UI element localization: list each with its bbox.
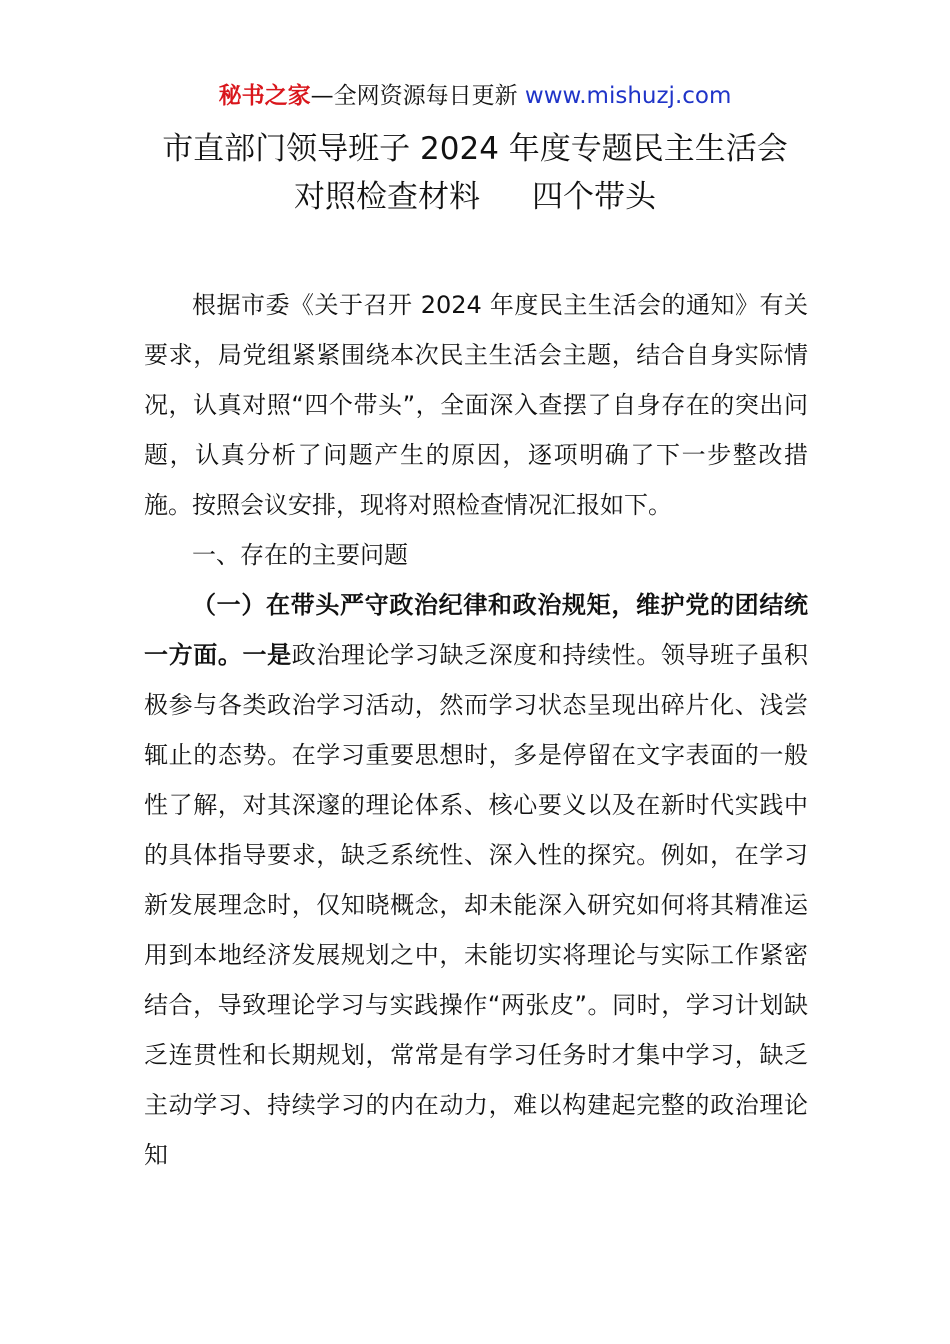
title-part2: 四个带头 bbox=[532, 179, 656, 215]
item-paragraph bbox=[144, 580, 808, 1180]
document-body bbox=[144, 280, 808, 1180]
document-title-line1: 市直部门领导班子 2024 年度专题民主生活会 bbox=[162, 131, 788, 167]
item-heading: （一）在带头严守政治纪律和政治规矩，维护党的团结统一方面。 bbox=[144, 591, 808, 669]
site-header bbox=[0, 80, 950, 112]
site-link[interactable]: www.mishuzj.com bbox=[524, 83, 732, 109]
section-heading: 一、存在的主要问题 bbox=[192, 541, 408, 569]
header-tagline: —全网资源每日更新 bbox=[310, 83, 518, 109]
item-lead: 一是 bbox=[242, 641, 292, 669]
brand-name: 秘书之家 bbox=[218, 83, 311, 109]
document-title-line2 bbox=[0, 177, 950, 217]
intro-paragraph: 根据市委《关于召开 2024 年度民主生活会的通知》有关要求，局党组紧紧围绕本次民主生活会主题，结合自身实际情况，认真对照“四个带头”，全面深入查摆了自身存在的突出问题，认真分析了问题产生的原因，逐项明确了下一步整改措施。按照会议安排，现将对照检查情况汇报如下。 bbox=[144, 291, 808, 519]
item-text: 政治理论学习缺乏深度和持续性。领导班子虽积极参与各类政治学习活动，然而学习状态呈现出碎片化、浅尝辄止的态势。在学习重要思想时，多是停留在文字表面的一般性了解，对其深邃的理论体系、核心要义以及在新时代实践中的具体指导要求，缺乏系统性、深入性的探究。例如，在学习新发展理念时，仅知晓概念，却未能深入研究如何将其精准运用到本地经济发展规划之中，未能切实将理论与实际工作紧密结合，导致理论学习与实践操作“两张皮”。同时，学习计划缺乏连贯性和长期规划，常常是有学习任务时才集中学习，缺乏主动学习、持续学习的内在动力，难以构建起完整的政治理论知 bbox=[144, 641, 809, 1169]
title-part1: 对照检查材料 bbox=[294, 179, 480, 215]
